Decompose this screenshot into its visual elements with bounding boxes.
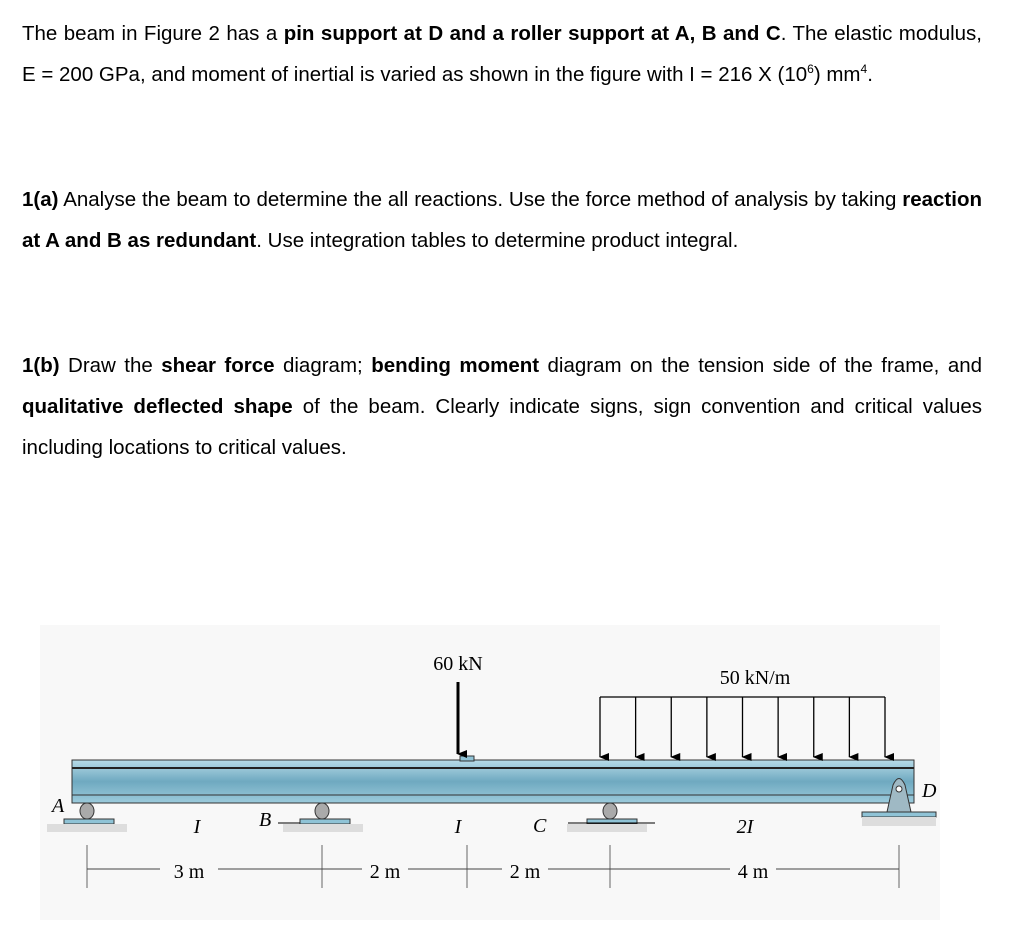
part-a-text: Analyse the beam to determine the all reactions. Use the force method of analysis by taking: [58, 188, 903, 211]
intro-bold-supports: pin support at D and a roller support at A, B and C: [283, 22, 781, 45]
part-b-text-4: of the beam. Clearly indicate signs, sign convention and critical values including locations to critical values.: [22, 395, 982, 459]
part-b-bold-shear: shear force: [161, 354, 275, 377]
part-a-bold: reaction at A and B as redundant: [22, 188, 982, 252]
load-plate: [460, 756, 474, 761]
part-a-label: 1(a): [22, 188, 59, 211]
part-b-text: Draw the: [59, 354, 162, 377]
intro-text-2: . The elastic modulus, E = 200 GPa, and moment of inertial is varied as shown in the figure with I = 216 X (10: [22, 22, 982, 86]
span-label-cd: 4 m: [737, 861, 769, 883]
beam: [72, 756, 914, 803]
part-b-bold-moment: bending moment: [371, 354, 540, 377]
span-label-ab: 3 m: [173, 861, 205, 883]
part-b-bold-deflected: qualitative deflected shape: [22, 395, 293, 418]
span-label-b-load: 2 m: [369, 861, 401, 883]
part-a-text-2: . Use integration tables to determine product integral.: [256, 229, 739, 252]
support-label-c: C: [533, 815, 547, 837]
support-label-a: A: [52, 795, 65, 817]
point-load-label: 60 kN: [433, 653, 483, 675]
span-label-load-c: 2 m: [509, 861, 541, 883]
exponent-units: 4: [860, 62, 868, 77]
support-label-d: D: [922, 780, 937, 802]
part-b-text-2: diagram;: [274, 354, 372, 377]
intro-text-4: .: [867, 63, 873, 86]
part-b-label: 1(b): [22, 354, 60, 377]
inertia-label-cd: 2I: [736, 816, 754, 838]
distributed-load-label: 50 kN/m: [719, 667, 791, 689]
support-label-b: B: [259, 809, 272, 831]
inertia-label-ab: I: [193, 816, 201, 838]
exponent: 6: [807, 62, 814, 77]
inertia-label-bc: I: [454, 816, 462, 838]
intro-text-3: ) mm: [813, 63, 861, 86]
intro-text: The beam in Figure 2 has a: [22, 22, 284, 45]
part-b-text-3: diagram on the tension side of the frame, and: [539, 354, 983, 377]
